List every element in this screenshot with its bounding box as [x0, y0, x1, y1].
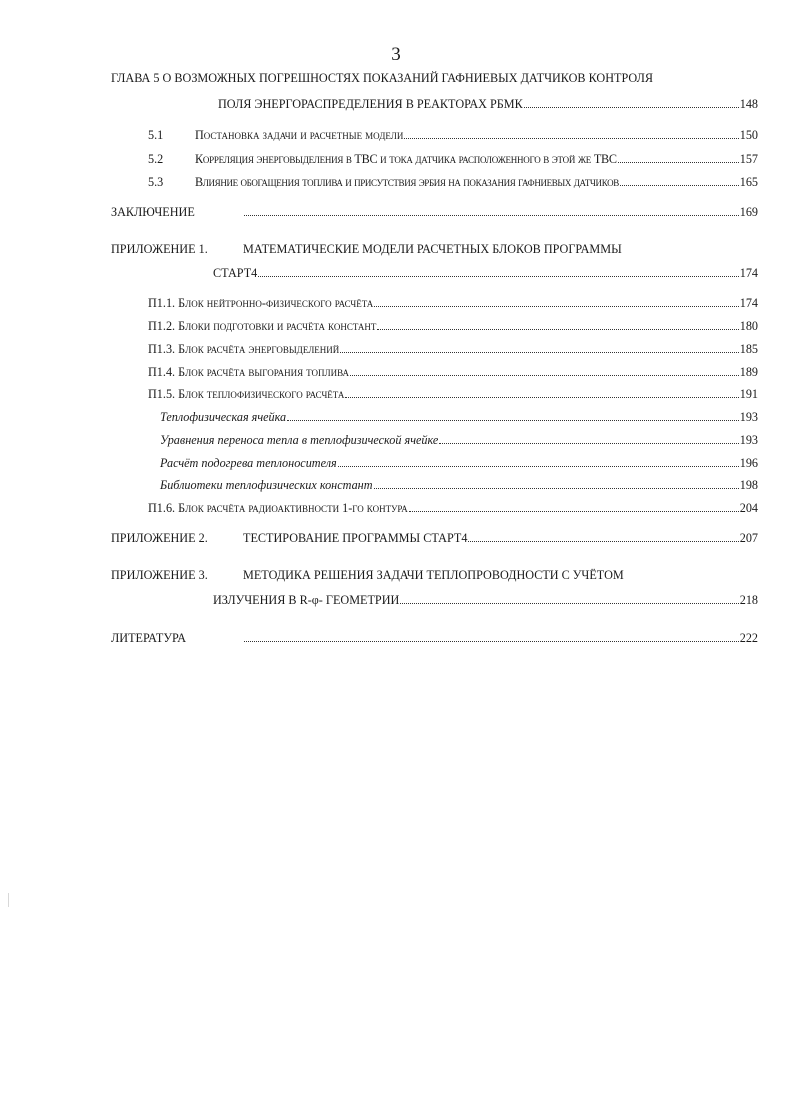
section-number: 5.1 [148, 128, 164, 142]
appendix1-title-line2: СТАРТ4 [213, 266, 258, 280]
page-ref: 165 [739, 175, 758, 189]
dot-leader [345, 397, 738, 398]
toc-entry-p1-2[interactable] [148, 318, 758, 334]
item-title: П1.6. Блок расчёта радиоактивности 1-го контура [148, 501, 408, 515]
appendix2-label: ПРИЛОЖЕНИЕ 2. [111, 531, 208, 545]
toc-entry-5-2[interactable] [195, 151, 758, 167]
toc-entry-sub-4[interactable] [160, 477, 758, 493]
page-ref: 204 [739, 501, 758, 515]
page-ref: 148 [739, 97, 758, 111]
toc-entry-sub-2[interactable] [160, 432, 758, 448]
item-title: П1.3. Блок расчёта энерговыделений [148, 342, 340, 356]
page-ref: 174 [739, 296, 758, 310]
toc-entry-p1-5[interactable] [148, 386, 758, 402]
subitem-title: Расчёт подогрева теплоносителя [160, 456, 337, 470]
toc-entry-p1-1[interactable] [148, 295, 758, 311]
appendix1-label: ПРИЛОЖЕНИЕ 1. [111, 242, 208, 256]
chapter5-title-line2: ПОЛЯ ЭНЕРГОРАСПРЕДЕЛЕНИЯ В РЕАКТОРАХ РБМК [218, 97, 523, 111]
dot-leader [374, 488, 739, 489]
dot-leader [340, 352, 738, 353]
scan-margin-mark [8, 893, 9, 907]
toc-entry-sub-3[interactable] [160, 455, 758, 471]
dot-leader [350, 375, 739, 376]
page-ref: 157 [739, 152, 758, 166]
toc-entry-appendix1[interactable] [213, 265, 758, 281]
page-ref: 174 [739, 266, 758, 280]
page-ref: 150 [739, 128, 758, 142]
appendix2-title: ТЕСТИРОВАНИЕ ПРОГРАММЫ СТАРТ4 [243, 531, 468, 545]
page-ref: 196 [739, 456, 758, 470]
page-ref: 198 [739, 478, 758, 492]
section-title: Влияние обогащения топлива и присутствия эрбия на показания гафниевых датчиков [195, 175, 619, 189]
dot-leader [374, 306, 738, 307]
section-number: 5.2 [148, 152, 164, 166]
dot-leader [258, 276, 738, 277]
page-ref: 169 [739, 205, 758, 219]
page-ref: 185 [739, 342, 758, 356]
appendix3-title-line2: ИЗЛУЧЕНИЯ В R-φ- ГЕОМЕТРИИ [213, 593, 400, 607]
item-title: П1.4. Блок расчёта выгорания топлива [148, 365, 350, 379]
dot-leader [620, 185, 739, 186]
item-title: П1.1. Блок нейтронно-физического расчёта [148, 296, 374, 310]
subitem-title: Библиотеки теплофизических констант [160, 478, 373, 492]
chapter5-title-line1: ГЛАВА 5 О ВОЗМОЖНЫХ ПОГРЕШНОСТЯХ ПОКАЗАНИЙ ГАФНИЕВЫХ ДАТЧИКОВ КОНТРОЛЯ [111, 71, 653, 85]
conclusion-title: ЗАКЛЮЧЕНИЕ [111, 205, 195, 219]
toc-entry-p1-6[interactable] [148, 500, 758, 516]
dot-leader [404, 138, 738, 139]
dot-leader [400, 603, 738, 604]
toc-entry-p1-3[interactable] [148, 341, 758, 357]
toc-entry-conclusion[interactable] [243, 204, 758, 220]
page-ref: 189 [739, 365, 758, 379]
section-title: Корреляция энерговыделения в ТВС и тока датчика расположенного в этой же ТВС [195, 152, 617, 166]
toc-entry-p1-4[interactable] [148, 364, 758, 380]
item-title: П1.5. Блок теплофизического расчёта [148, 387, 345, 401]
dot-leader [377, 329, 738, 330]
subitem-title: Уравнения переноса тепла в теплофизической ячейке [160, 433, 439, 447]
dot-leader [338, 466, 739, 467]
subitem-title: Теплофизическая ячейка [160, 410, 287, 424]
dot-leader [409, 511, 739, 512]
page-ref: 180 [739, 319, 758, 333]
page-number: 3 [391, 44, 401, 65]
page-ref: 207 [739, 531, 758, 545]
item-title: П1.2. Блоки подготовки и расчёта констант [148, 319, 377, 333]
dot-leader [287, 420, 739, 421]
toc-entry-appendix2[interactable] [243, 530, 758, 546]
literature-title: ЛИТЕРАТУРА [111, 631, 186, 645]
page-ref: 191 [739, 387, 758, 401]
dot-leader [618, 162, 739, 163]
dot-leader [244, 641, 739, 642]
toc-entry-chapter5[interactable] [218, 96, 758, 112]
appendix3-title-line1: МЕТОДИКА РЕШЕНИЯ ЗАДАЧИ ТЕПЛОПРОВОДНОСТИ С УЧЁТОМ [243, 568, 624, 582]
page-ref: 218 [739, 593, 758, 607]
section-title: Постановка задачи и расчетные модели [195, 128, 404, 142]
dot-leader [468, 541, 738, 542]
toc-entry-5-3[interactable] [195, 174, 758, 190]
dot-leader [524, 107, 739, 108]
page-ref: 193 [739, 433, 758, 447]
toc-entry-sub-1[interactable] [160, 409, 758, 425]
toc-entry-5-1[interactable] [195, 127, 758, 143]
toc-entry-literature[interactable] [243, 630, 758, 646]
appendix3-label: ПРИЛОЖЕНИЕ 3. [111, 568, 208, 582]
dot-leader [244, 215, 739, 216]
toc-entry-appendix3[interactable] [213, 592, 758, 608]
page-ref: 193 [739, 410, 758, 424]
page-ref: 222 [739, 631, 758, 645]
dot-leader [439, 443, 738, 444]
section-number: 5.3 [148, 175, 164, 189]
appendix1-title-line1: МАТЕМАТИЧЕСКИЕ МОДЕЛИ РАСЧЕТНЫХ БЛОКОВ ПРОГРАММЫ [243, 242, 622, 256]
